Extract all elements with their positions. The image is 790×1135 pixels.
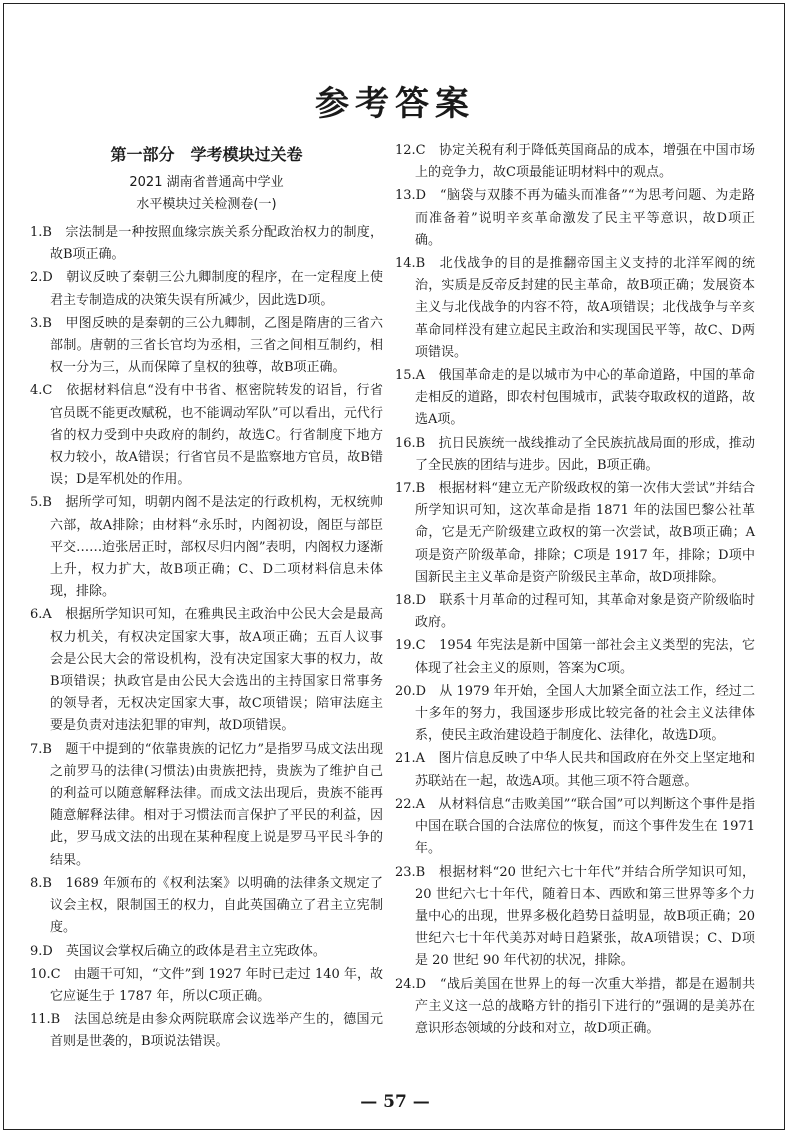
answer-item — [395, 681, 755, 748]
answer-item — [30, 604, 383, 737]
answer-item — [30, 873, 383, 940]
answer-text: 11.B 法国总统是由参众两院联席会议选举产生的，德国元首则是世袭的，B项说法错误。 — [30, 1012, 383, 1050]
answer-text: 17.B 根据材料“建立无产阶级政权的第一次伟大尝试”并结合所学知识可知，这次革命是指 1871 年的法国巴黎公社革命，它是无产阶级建立政权的第一次尝试，故B项正确；A项是资产阶级革命，排除；C项是 1917 年，排除；D项中国新民主主义革命是资产阶级民主革命，故D项排除。 — [395, 481, 755, 585]
section-title: 第一部分 学考模块过关卷 — [110, 145, 303, 164]
answer-text: 10.C 由题干可知，“文件”到 1927 年时已走过 140 年，故它应诞生于 1787 年，所以C项正确。 — [30, 966, 383, 1004]
answer-text: 21.A 图片信息反映了中华人民共和国政府在外交上坚定地和苏联站在一起，故选A项。其他三项不符合题意。 — [395, 751, 755, 789]
answer-item — [395, 590, 755, 634]
answer-item — [395, 365, 755, 432]
answer-item — [395, 433, 755, 477]
answer-item — [30, 739, 383, 872]
answer-item — [395, 794, 755, 861]
right-column — [395, 140, 755, 1041]
answer-text: 15.A 俄国革命走的是以城市为中心的革命道路，中国的革命走相反的道路，即农村包围城市，武装夺取政权的道路，故选A项。 — [395, 368, 755, 428]
answer-item — [30, 941, 383, 963]
answer-text: 2.D 朝议反映了秦朝三公九卿制度的程序，在一定程度上使君主专制造成的决策失误有所减少，因此选D项。 — [30, 270, 383, 308]
answer-item — [395, 140, 755, 184]
answer-item — [395, 862, 755, 973]
left-column — [30, 140, 383, 1055]
answer-item — [395, 185, 755, 252]
answer-text: 13.D “脑袋与双膝不再为磕头而准备”“为思考问题、为走路而准备着”说明辛亥革命激发了民主平等意识，故D项正确。 — [395, 188, 755, 248]
answer-text: 20.D 从 1979 年开始，全国人大加紧全面立法工作，经过二十多年的努力，我国逐步形成比较完备的社会主义法律体系，使民主政治建设趋于制度化、法律化，故选D项。 — [395, 683, 755, 744]
answer-item — [30, 267, 383, 311]
answer-text: 3.B 甲图反映的是秦朝的三公九卿制，乙图是隋唐的三省六部制。唐朝的三省长官均为丞相，三省之间相互制约，相权一分为三，从而保障了皇权的独尊，故B项正确。 — [30, 315, 383, 376]
answer-text: 24.D “战后美国在世界上的每一次重大举措，都是在遏制共产主义这一总的战略方针的指引下进行的”强调的是美苏在意识形态领域的分歧和对立，故D项正确。 — [395, 976, 755, 1036]
answer-item — [30, 964, 383, 1008]
answer-text: 8.B 1689 年颁布的《权利法案》以明确的法律条文规定了议会主权，限制国王的权力，自此英国确立了君主立宪制度。 — [30, 875, 383, 936]
answer-text: 1.B 宗法制是一种按照血缘宗族关系分配政治权力的制度，故B项正确。 — [30, 225, 383, 263]
answer-text: 7.B 题干中提到的“依靠贵族的记忆力”是指罗马成文法出现之前罗马的法律(习惯法)由贵族把持，贵族为了维护自己的利益可以随意解释法律。而成文法出现后，贵族不能再随意解释法律。相对于习惯法而言保护了平民的利益，因此，罗马成文法的出现在某种程度上说是罗马平民斗争的结果。 — [30, 741, 383, 868]
answer-item — [30, 1009, 383, 1053]
exam-title-line-1: 2021 湖南省普通高中学业 — [129, 175, 284, 190]
answer-item — [30, 222, 383, 266]
answer-text: 6.A 根据所学知识可知，在雅典民主政治中公民大会是最高权力机关，有权决定国家大事，故A项正确；五百人议事会是公民大会的常设机构，没有决定国家大事的权力，故B项错误；执政官是由公民大会选出的主持国家日常事务的领导者，无权决定国家大事，故C项错误；陪审法庭主要是负责对违法犯罪的审判，故D项错误。 — [30, 607, 383, 734]
page-number: — 57 — — [360, 1092, 430, 1112]
answer-text: 9.D 英国议会掌权后确立的政体是君主立宪政体。 — [30, 943, 326, 959]
answer-text: 23.B 根据材料“20 世纪六七十年代”并结合所学知识可知，20 世纪六七十年代，随着日本、西欧和第三世界等多个力量中心的出现，世界多极化趋势日益明显，故B项正确；20 世纪六七十年代美苏对峙日趋紧张，故A项错误；C、D项是 20 世纪 90 年代初的状况，排除。 — [395, 864, 755, 969]
answer-text: 12.C 协定关税有利于降低英国商品的成本，增强在中国市场上的竞争力，故C项最能证明材料中的观点。 — [395, 143, 755, 181]
answer-item — [395, 635, 755, 679]
answer-item — [395, 478, 755, 589]
page-title: 参考答案 — [315, 84, 475, 124]
answer-item — [30, 492, 383, 603]
answer-text: 5.B 据所学可知，明朝内阁不是法定的行政机构，无权统帅六部，故A排除；由材料“永乐时，内阁初设，阁臣与部臣平交……迨张居正时，部权尽归内阁”表明，内阁权力逐渐上升，权力扩大，故B项正确；C、D二项材料信息未体现，排除。 — [30, 495, 383, 600]
answer-item — [395, 253, 755, 364]
answer-text: 16.B 抗日民族统一战线推动了全民族抗战局面的形成，推动了全民族的团结与进步。因此，B项正确。 — [395, 435, 755, 473]
answer-item — [395, 974, 755, 1041]
answer-item — [30, 380, 383, 491]
answer-text: 18.D 联系十月革命的过程可知，其革命对象是资产阶级临时政府。 — [395, 593, 755, 631]
answer-item — [30, 313, 383, 380]
answer-text: 4.C 依据材料信息“没有中书省、枢密院转发的诏旨，行省官员既不能更改赋税，也不能调动军队”可以看出，元代行省的权力受到中央政府的制约，故选C。行省制度下地方权力较小，故A错误；行省官员不是监察地方官员，故B错误；D是军机处的作用。 — [30, 383, 383, 488]
answer-text: 14.B 北伐战争的目的是推翻帝国主义支持的北洋军阀的统治，实质是反帝反封建的民主革命，故B项正确；发展资本主义与北伐战争的内容不符，故A项错误；北伐战争与辛亥革命同样没有建立起民主政治和实现国民平等，故C、D两项错误。 — [395, 256, 755, 360]
answer-text: 19.C 1954 年宪法是新中国第一部社会主义类型的宪法，它体现了社会主义的原则，答案为C项。 — [395, 638, 755, 676]
exam-title-line-2: 水平模块过关检测卷(一) — [136, 197, 277, 212]
answer-text: 22.A 从材料信息“击败美国”“联合国”可以判断这个事件是指中国在联合国的合法席位的恢复，而这个事件发生在 1971 年。 — [395, 796, 755, 857]
answer-item — [395, 748, 755, 792]
